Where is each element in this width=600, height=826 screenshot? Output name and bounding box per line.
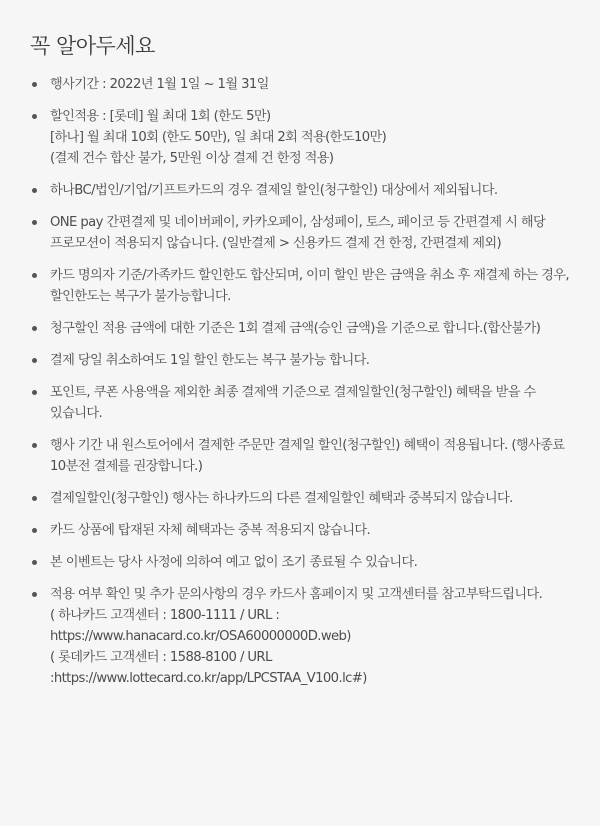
notice-item: [30, 350, 580, 371]
notice-item: [30, 106, 580, 169]
bullet-icon: [32, 390, 37, 395]
notice-item-text: 본 이벤트는 당사 사정에 의하여 예고 없이 조기 종료될 수 있습니다.: [50, 555, 418, 570]
notice-item: [30, 382, 580, 424]
notice-item-text: ONE pay 간편결제 및 네이버페이, 카카오페이, 삼성페이, 토스, 페이코 등 간편결제 시 해당 프로모션이 적용되지 않습니다. (일반결제 > 신용카드 결제 건 한정, 간편결제 제외): [50, 215, 546, 251]
bullet-icon: [32, 496, 37, 501]
notice-item: [30, 488, 580, 509]
bullet-icon: [32, 82, 37, 87]
notice-item: [30, 74, 580, 95]
bullet-icon: [32, 358, 37, 363]
notice-item: [30, 552, 580, 573]
notice-item-text: 행사기간 : 2022년 1월 1일 ~ 1월 31일: [50, 77, 269, 92]
notice-item: [30, 520, 580, 541]
bullet-icon: [32, 114, 37, 119]
notice-item: [30, 180, 580, 201]
notice-item-text: 포인트, 쿠폰 사용액을 제외한 최종 결제액 기준으로 결제일할인(청구할인) 혜택을 받을 수 있습니다.: [50, 385, 536, 421]
notice-item: [30, 584, 580, 689]
notice-item-text: ( 하나카드 고객센터 : 1800-1111 / URL :: [50, 608, 280, 623]
notice-item-text: 카드 상품에 탑재된 자체 혜택과는 중복 적용되지 않습니다.: [50, 523, 371, 538]
bullet-icon: [32, 528, 37, 533]
bullet-icon: [32, 326, 37, 331]
notice-item-text: 할인적용 : [롯데] 월 최대 1회 (한도 5만): [50, 109, 271, 124]
bullet-icon: [32, 188, 37, 193]
bullet-icon: [32, 592, 37, 597]
notice-item: [30, 435, 580, 477]
notice-item-text: 결제 당일 취소하여도 1일 할인 한도는 복구 불가능 합니다.: [50, 353, 370, 368]
bullet-icon: [32, 560, 37, 565]
notice-item-text: 카드 명의자 기준/가족카드 할인한도 합산되며, 이미 할인 받은 금액을 취소 후 재결제 하는 경우, 할인한도는 복구가 불가능합니다.: [50, 268, 570, 304]
notice-item-text: 적용 여부 확인 및 추가 문의사항의 경우 카드사 홈페이지 및 고객센터를 참고부탁드립니다.: [50, 587, 543, 602]
bullet-icon: [32, 273, 37, 278]
notice-item: [30, 212, 580, 254]
bullet-icon: [32, 443, 37, 448]
notice-list: [30, 74, 580, 689]
notice-item-text: ( 롯데카드 고객센터 : 1588-8100 / URL: [50, 650, 272, 665]
notice-item-text: 하나BC/법인/기업/기프트카드의 경우 결제일 할인(청구할인) 대상에서 제외됩니다.: [50, 183, 498, 198]
notice-item-text: https://www.hanacard.co.kr/OSA60000000D.web): [50, 629, 351, 644]
notice-item-text: 청구할인 적용 금액에 대한 기준은 1회 결제 금액(승인 금액)을 기준으로 합니다.(합산불가): [50, 321, 541, 336]
notice-item-text: :https://www.lottecard.co.kr/app/LPCSTAA_V100.lc#): [50, 671, 367, 686]
notice-item-text: 행사 기간 내 원스토어에서 결제한 주문만 결제일 할인(청구할인) 혜택이 적용됩니다. (행사종료 10분전 결제를 권장합니다.): [50, 438, 565, 474]
notice-title: 꼭 알아두세요: [30, 34, 155, 58]
notice-item: [30, 318, 580, 339]
notice-item: [30, 265, 580, 307]
notice-item-text: (결제 건수 합산 불가, 5만원 이상 결제 건 한정 적용): [50, 151, 334, 166]
bullet-icon: [32, 220, 37, 225]
notice-item-text: 결제일할인(청구할인) 행사는 하나카드의 다른 결제일할인 혜택과 중복되지 않습니다.: [50, 491, 513, 506]
notice-item-text: [하나] 월 최대 10회 (한도 50만), 일 최대 2회 적용(한도10만): [50, 130, 387, 145]
